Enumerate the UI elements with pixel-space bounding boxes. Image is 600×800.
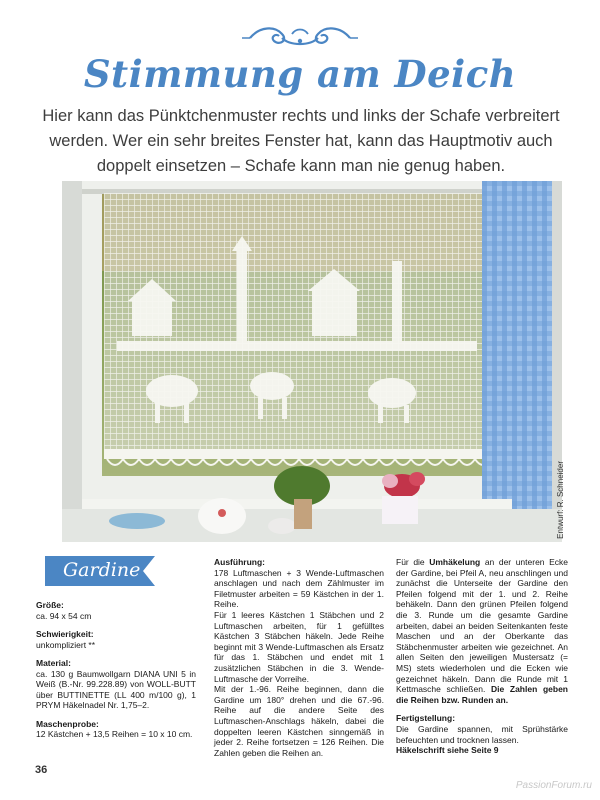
watermark: PassionForum.ru bbox=[515, 780, 592, 791]
instructions-paragraph: Für 1 leeres Kästchen 1 Stäbchen und 2 Luftmaschen arbeiten, für 1 gefülltes Kästchen 3 Stäbchen häkeln. Jede Reihe beginnt mit 3 Wende-Luftmaschen als Ersatz für das 1. Stäbchen und endet mit 1 zusätzlichen Stäbchen in die 3. Wende-Luftmasche der Vorreihe. bbox=[214, 609, 384, 684]
curtain-illustration bbox=[62, 181, 562, 542]
difficulty-label: Schwierigkeit: bbox=[36, 629, 94, 639]
article-title: Stimmung am Deich bbox=[83, 52, 517, 96]
photo-credit: Entwurf: R. Schneider bbox=[556, 461, 565, 539]
material-label: Material: bbox=[36, 658, 71, 668]
instructions-heading: Ausführung: bbox=[214, 557, 265, 567]
details-column bbox=[36, 600, 196, 748]
difficulty-value: unkompliziert ** bbox=[36, 639, 96, 650]
border-term: Umhäkelung bbox=[429, 557, 481, 567]
instructions-column bbox=[214, 557, 384, 758]
instructions-paragraph: Mit der 1.-96. Reihe beginnen, dann die Gardine um 180° drehen und die 67.-96. Reihe auf die andere Seite des Luftmaschen-Anschlags häkeln, dabei die doppelten leeren Kästchen sinngemäß in jeder 2. Reihe fortsetzen = 126 Reihen. Die Zahlen geben die Reihen an. bbox=[214, 684, 384, 758]
border-note: Die Zahlen geben die Reihen bzw. Runden an. bbox=[396, 684, 568, 705]
instructions-paragraph: 178 Luftmaschen + 3 Wende-Luftmaschen anschlagen und nach dem Zählmuster im Filetmuster arbeiten = 59 Kästchen in der 1. Reihe. bbox=[214, 567, 384, 610]
border-intro: Für die bbox=[396, 557, 430, 567]
border-text: an der unteren Ecke der Gardine, bei Pfeil A, neu anschlingen und zunächst die Unterseite der Gardine den Pfeilen folgend mit der 1. und 2. Reihe behäkeln. Dann den grünen Pfeilen folgend die 3. Runde um die gesamte Gardine arbeiten, dabei an beiden Seitenkanten feste Maschen und an der Oberkante das Stäbchenmuster arbeiten wie gezeichnet. An allen Seiten den jeweiligen Mustersatz (= MS) stets wiederholen und die Ecken wie gezeichnet häkeln. Dann die Runde mit 1 Kettmasche schließen. bbox=[396, 557, 568, 695]
article-intro: Hier kann das Pünktchenmuster rechts und links der Schafe verbreitert werden. Wer ein sehr breites Fenster hat, kann das Hauptmotiv auch doppelt einsetzen – Schafe kann man nie genug haben. bbox=[42, 107, 560, 175]
page-number: 36 bbox=[35, 764, 48, 776]
section-tab bbox=[45, 556, 155, 586]
gauge-label: Maschenprobe: bbox=[36, 718, 99, 729]
size-value: ca. 94 x 54 cm bbox=[36, 610, 92, 621]
border-column bbox=[396, 557, 568, 756]
finish-text: Die Gardine spannen, mit Sprühstärke befeuchten und trocknen lassen. bbox=[396, 723, 568, 745]
curtain-photo bbox=[62, 181, 565, 542]
finish-heading: Fertigstellung: bbox=[396, 713, 456, 724]
border-paragraph bbox=[396, 557, 568, 705]
section-label: Gardine bbox=[63, 559, 141, 581]
scroll-ornament-icon bbox=[240, 24, 360, 50]
gauge-value: 12 Kästchen + 13,5 Reihen = 10 x 10 cm. bbox=[36, 729, 193, 739]
material-value: ca. 130 g Baumwollgarn DIANA UNI 5 in Weiß (B.-Nr. 99.228.89) von WOLL-BUTT über BUTTINETTE (LL 400 m/100 g), 1 PRYM Häkelnadel Nr. 1,75–2. bbox=[36, 668, 196, 710]
chart-reference: Häkelschrift siehe Seite 9 bbox=[396, 745, 499, 756]
size-label: Größe: bbox=[36, 600, 64, 610]
